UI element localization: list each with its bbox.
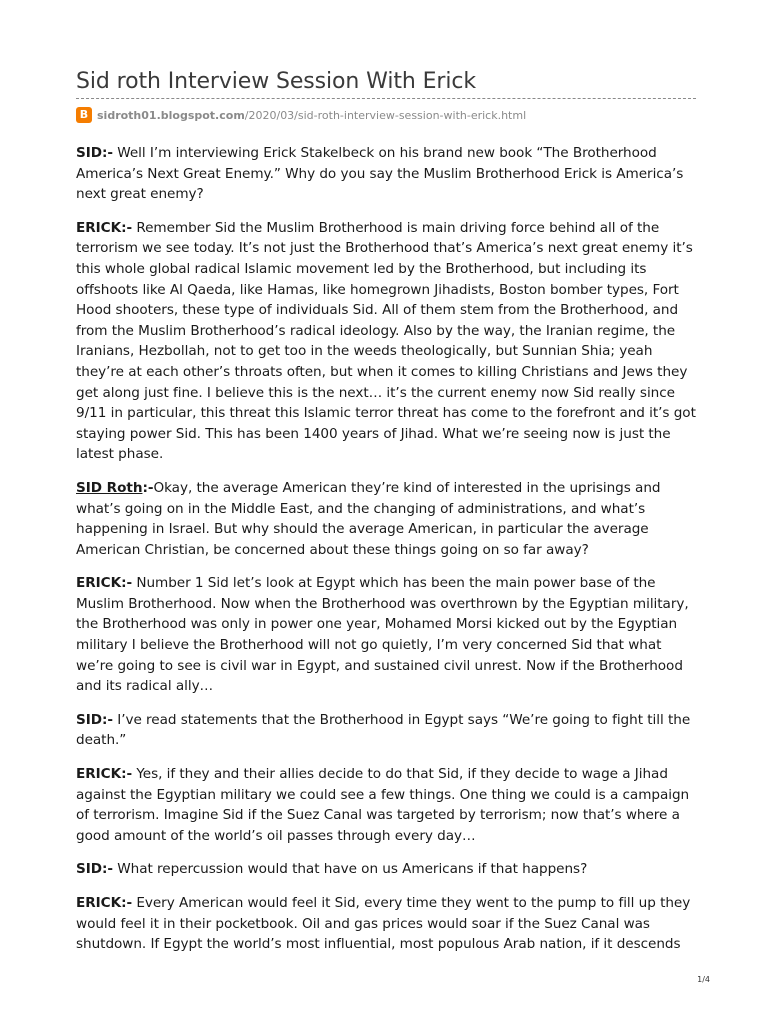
page-number: 1/4 [697,975,710,984]
paragraph [76,143,696,205]
speaker-label: ERICK:- [76,575,133,592]
paragraph [76,893,696,955]
paragraph [76,218,696,465]
speaker-link[interactable]: SID Roth [76,479,143,496]
source-url-path: /2020/03/sid-roth-interview-session-with-erick.html [244,108,527,122]
paragraph-text: Okay, the average American they’re kind of interested in the uprisings and what’s going on in the Middle East, and the changing of administrations, and what’s happening in Israel. But why should the average American, in particular the average American Christian, be concerned about these things going on so far away? [76,479,661,558]
paragraph [76,478,696,560]
source-url-host: sidroth01.blogspot.com [97,108,245,122]
document-page [76,66,696,968]
speaker-label: SID:- [76,711,113,728]
paragraph-text: Every American would feel it Sid, every time they went to the pump to fill up they would feel it in their pocketbook. Oil and gas prices would soar if the Suez Canal was shutdown. If Egypt the world’s most influential, most populous Arab nation, if it descends [76,895,691,953]
source-url[interactable] [97,109,526,122]
speaker-label: ERICK:- [76,766,133,783]
paragraph [76,573,696,697]
source-bar [76,98,696,125]
paragraph-text: Remember Sid the Muslim Brotherhood is main driving force behind all of the terrorism we see today. It’s not just the Brotherhood that’s America’s next great enemy it’s this whole global radical Islamic movement led by the Brotherhood, but including its offshoots like Al Qaeda, like Hamas, like homegrown Jihadists, Boston bomber types, Fort Hood shooters, these type of individuals Sid. All of them stem from the Brotherhood, and from the Muslim Brotherhood’s radical ideology. Also by the way, the Iranian regime, the Iranians, Hezbollah, not to get too in the weeds theologically, but Sunnian Shia; yeah they’re at each other’s throats often, but when it comes to killing Christians and Jews they get along just fine. I believe this is the next… it’s the current enemy now Sid really since 9/11 in particular, this threat this Islamic terror threat has come to the forefront and it’s got staying power Sid. This has been 1400 years of Jihad. What we’re seeing now is just the latest phase. [76,219,696,463]
speaker-label: :- [142,479,154,496]
paragraph-text: I’ve read statements that the Brotherhood in Egypt says “We’re going to fight till the death.” [76,711,691,749]
paragraph [76,764,696,846]
paragraph-text: Number 1 Sid let’s look at Egypt which has been the main power base of the Muslim Brotherhood. Now when the Brotherhood was overthrown by the Egyptian military, the Brotherhood was only in power one year, Mohamed Morsi kicked out by the Egyptian military I believe the Brotherhood will not go quietly, I’m very concerned Sid that what we’re going to see is civil war in Egypt, and sustained civil unrest. Now if the Brotherhood and its radical ally… [76,575,689,695]
paragraph-text: Yes, if they and their allies decide to do that Sid, if they decide to wage a Jihad against the Egyptian military we could see a few things. One thing we could is a campaign of terrorism. Imagine Sid if the Suez Canal was targeted by terrorism; now that’s where a good amount of the world’s oil passes through every day… [76,766,690,844]
speaker-label: SID:- [76,861,113,878]
article-body [76,143,696,955]
paragraph-text: What repercussion would that have on us Americans if that happens? [112,861,588,878]
paragraph-text: Well I’m interviewing Erick Stakelbeck on his brand new book “The Brotherhood America’s Next Great Enemy.” Why do you say the Muslim Brotherhood Erick is America’s next great enemy? [76,145,684,203]
speaker-label: SID:- [76,145,113,161]
speaker-label: ERICK:- [76,219,133,236]
paragraph [76,859,696,880]
page-title: Sid roth Interview Session With Erick [76,69,476,94]
speaker-label: ERICK:- [76,895,133,911]
paragraph [76,710,696,751]
blogger-icon: B [76,107,92,123]
